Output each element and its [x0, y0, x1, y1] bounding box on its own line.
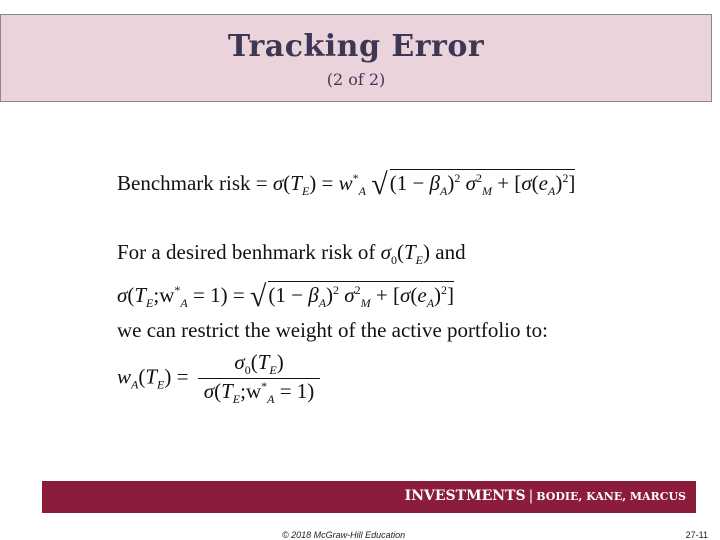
footer-separator: | — [528, 488, 534, 504]
desired-risk-sentence: For a desired benhmark risk of $\sigma_0(T_E)$ and — [117, 240, 466, 268]
footer-branding — [405, 488, 686, 504]
page-number: 27-11 — [685, 530, 708, 540]
footer-authors: BODIE, KANE, MARCUS — [536, 490, 686, 503]
footer-bar — [42, 481, 696, 513]
slide-subtitle: (2 of 2) — [326, 70, 386, 89]
copyright-notice: © 2018 McGraw-Hill Education — [282, 530, 406, 540]
and-text: and — [430, 240, 466, 264]
restrict-weight-sentence: we can restrict the weight of the active portfolio to: — [117, 318, 548, 342]
slide-title: Tracking Error — [227, 29, 485, 64]
benchmark-risk-equation: Benchmark risk = $\sigma(T_E) = w^*_A$ $√(1 - \beta_A)^2$ $\sigma^2_M + [\sigma(e_A)^2]$ — [117, 168, 576, 201]
benchmark-risk-label: Benchmark risk = — [117, 171, 273, 195]
title-banner — [0, 14, 712, 102]
weight-formula: $w_A(T_E)$ = $\frac{\sigma_0(T_E)}{\sigma(T_E;w^*_A = 1)}$ — [117, 350, 320, 407]
footer-brand: INVESTMENTS — [404, 488, 526, 504]
desired-risk-text: For a desired benhmark risk of — [117, 240, 381, 264]
sigma-te-equation: $\sigma(T_E;w^*_A = 1) = √(1 - \beta_A)^2$ $\sigma^2_M + [\sigma(e_A)^2]$ — [117, 280, 455, 313]
weight-fraction: $\frac{\sigma_0(T_E)}{\sigma(T_E;w^*_A = 1)}$ — [198, 350, 321, 407]
